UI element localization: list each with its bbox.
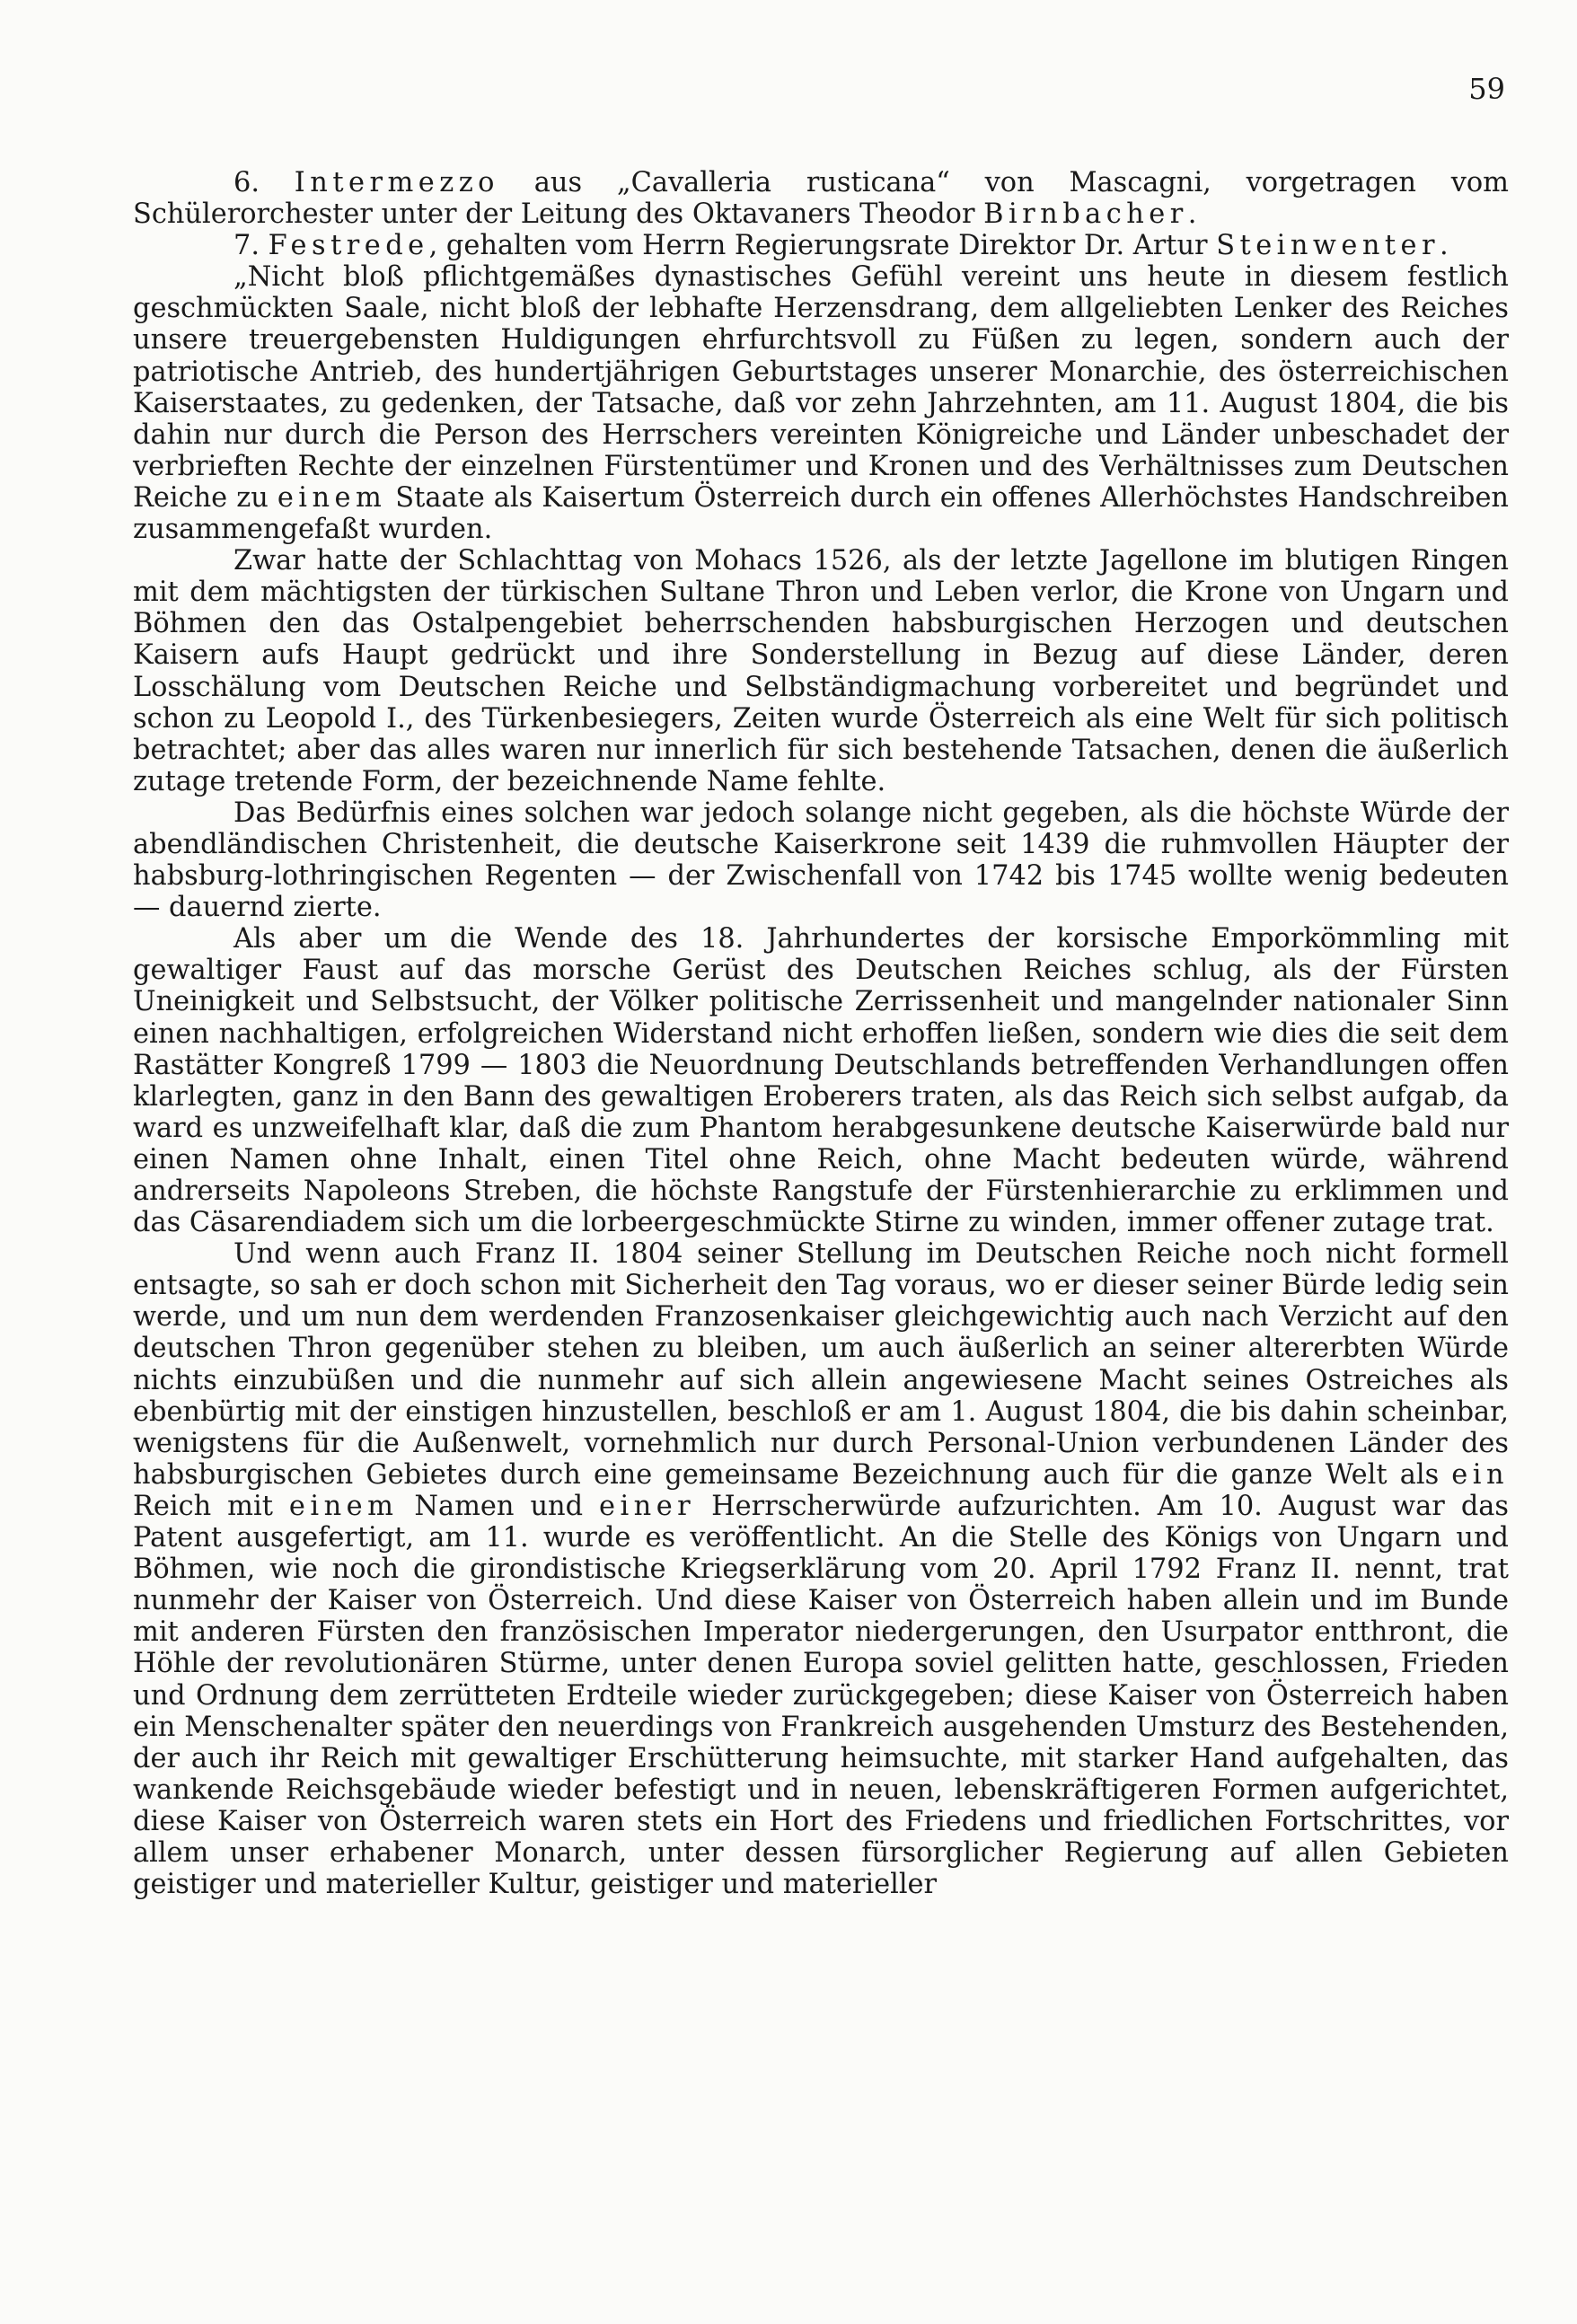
text-run: Staate als Kaisertum Österreich durch ein offenes Allerhöchstes Handschreiben zusammengefaßt wurden. (133, 481, 1509, 546)
spaced-emphasis: Festrede (268, 230, 429, 262)
page-body (133, 167, 1509, 1900)
text-run: Als aber um die Wende des 18. Jahrhundertes der korsische Emporkömmling mit gewaltiger Faust auf das morsche Gerüst des Deutschen Reiches schlug, als der Fürsten Uneinigkeit und Selbstsucht, der Völker politische Zerrissenheit und mangelnder nationaler Sinn einen nachhaltigen, erfolgreichen Widerstand nicht erhoffen ließen, sondern wie dies die seit dem Rastätter Kongreß 1799 — 1803 die Neuordnung Deutschlands betreffenden Verhandlungen offen klarlegten, ganz in den Bann des gewaltigen Eroberers traten, als das Reich sich selbst aufgab, da ward es unzweifelhaft klar, daß die zum Phantom herabgesunkene deutsche Kaiserwürde bald nur einen Namen ohne Inhalt, einen Titel ohne Reich, ohne Macht bedeuten würde, während andrerseits Napoleons Streben, die höchste Rangstufe der Fürstenhierarchie zu erklimmen und das Cäsarendiadem sich um die lorbeergeschmückte Stirne zu winden, immer offener zutage trat. (133, 923, 1509, 1239)
paragraph (133, 261, 1509, 545)
text-run: . (1187, 198, 1197, 231)
text-run: 6. (233, 167, 295, 198)
text-run: Und wenn auch Franz II. 1804 seiner Stellung im Deutschen Reiche noch nicht formell entsagte, so sah er doch schon mit Sicherheit den Tag voraus, wo er dieser seiner Bürde ledig sein werde, und um nun dem werdenden Franzosenkaiser gleichgewichtig auch nach Verzicht auf den deutschen Thron gegenüber stehen zu bleiben, um auch äußerlich an seiner altererbten Würde nichts einzubüßen und die nunmehr auf sich allein angewiesene Macht seines Ostreiches als ebenbürtig mit der einstigen hinzustellen, beschloß er am 1. August 1804, die bis dahin scheinbar, wenigstens für die Außenwelt, vornehmlich nur durch Personal-Union verbundenen Länder des habsburgischen Gebietes durch eine gemeinsame Bezeichnung auch für die ganze Welt als (133, 1238, 1509, 1491)
paragraph (133, 797, 1509, 923)
spaced-emphasis: Birnbacher (983, 198, 1188, 231)
text-run: . (1440, 230, 1449, 262)
spaced-emphasis: Steinwenter (1216, 230, 1440, 262)
text-run: Zwar hatte der Schlachttag von Mohacs 1526, als der letzte Jagellone im blutigen Ringen mit dem mächtigsten der türkischen Sultane Thron und Leben verlor, die Krone von Ungarn und Böhmen den das Ostalpengebiet beherrschenden habsburgischen Herzogen und deutschen Kaisern aufs Haupt gedrückt und ihre Sonderstellung in Bezug auf diese Länder, deren Losschälung vom Deutschen Reiche und Selbständigmachung vorbereitet und begründet und schon zu Leopold I., des Türkenbesiegers, Zeiten wurde Österreich als eine Welt für sich politisch betrachtet; aber das alles waren nur innerlich für sich bestehende Tatsachen, denen die äußerlich zutage tretende Form, der bezeichnende Name fehlte. (133, 545, 1509, 797)
spaced-emphasis: Intermezzo (294, 167, 499, 198)
paragraph (133, 1238, 1509, 1900)
spaced-emphasis: einer (599, 1490, 696, 1522)
text-run: „Nicht bloß pflichtgemäßes dynastisches Gefühl vereint uns heute in diesem festlich geschmückten Saale, nicht bloß der lebhafte Herzensdrang, dem allgeliebten Lenker des Reiches unsere treuergebensten Huldigungen ehrfurchtsvoll zu Füßen zu legen, sondern auch der patriotische Antrieb, des hundertjährigen Geburtstages unserer Monarchie, des österreichischen Kaiserstaates, zu gedenken, der Tatsache, daß vor zehn Jahrzehnten, am 11. August 1804, die bis dahin nur durch die Person des Herrschers vereinten Königreiche und Länder unbeschadet der verbrieften Rechte der einzelnen Fürstentümer und Kronen und des Verhältnisses zum Deutschen Reiche zu (133, 261, 1509, 514)
text-run: 7. (233, 230, 269, 262)
page-number: 59 (1468, 72, 1505, 106)
spaced-emphasis: ein (1451, 1458, 1509, 1491)
paragraph (133, 167, 1509, 230)
paragraph (133, 230, 1509, 261)
paragraph (133, 545, 1509, 797)
text-run: , gehalten vom Herrn Regierungsrate Direktor Dr. Artur (428, 230, 1217, 262)
spaced-emphasis: einem (288, 1490, 399, 1522)
text-run: aus „Cavalleria rusticana“ von Mascagni, vorgetragen vom Schülerorchester unter der Leitung des Oktavaners Theodor (133, 167, 1509, 231)
text-run: Reich mit (133, 1490, 289, 1522)
text-run: Das Bedürfnis eines solchen war jedoch solange nicht gegeben, als die höchste Würde der abendländischen Christenheit, die deutsche Kaiserkrone seit 1439 die ruhmvollen Häupter der habsburg-lothringischen Regenten — der Zwischenfall von 1742 bis 1745 wollte wenig bedeuten — dauernd zierte. (133, 797, 1509, 924)
text-run: Herrscherwürde aufzurichten. Am 10. August war das Patent ausgefertigt, am 11. wurde es veröffentlicht. An die Stelle des Königs von Ungarn und Böhmen, wie noch die girondistische Kriegserklärung vom 20. April 1792 Franz II. nennt, trat nunmehr der Kaiser von Österreich. Und diese Kaiser von Österreich haben allein und im Bunde mit anderen Fürsten den französischen Imperator niedergerungen, den Usurpator entthront, die Höhle der revolutionären Stürme, unter denen Europa soviel gelitten hatte, geschlossen, Frieden und Ordnung dem zerrütteten Erdteile wieder zurückgegeben; diese Kaiser von Österreich haben ein Menschenalter später den neuerdings von Frankreich ausgehenden Umsturz des Bestehenden, der auch ihr Reich mit gewaltiger Erschütterung heimsuchte, mit starker Hand aufgehalten, das wankende Reichsgebäude wieder befestigt und in neuen, lebenskräftigeren Formen aufgerichtet, diese Kaiser von Österreich waren stets ein Hort des Friedens und friedlichen Fortschrittes, vor allem unser erhabener Monarch, unter dessen fürsorglicher Regierung auf allen Gebieten geistiger und materieller Kultur, geistiger und materieller (133, 1490, 1509, 1901)
text-run: Namen und (398, 1490, 600, 1522)
spaced-emphasis: einem (277, 481, 387, 514)
paragraph (133, 923, 1509, 1238)
